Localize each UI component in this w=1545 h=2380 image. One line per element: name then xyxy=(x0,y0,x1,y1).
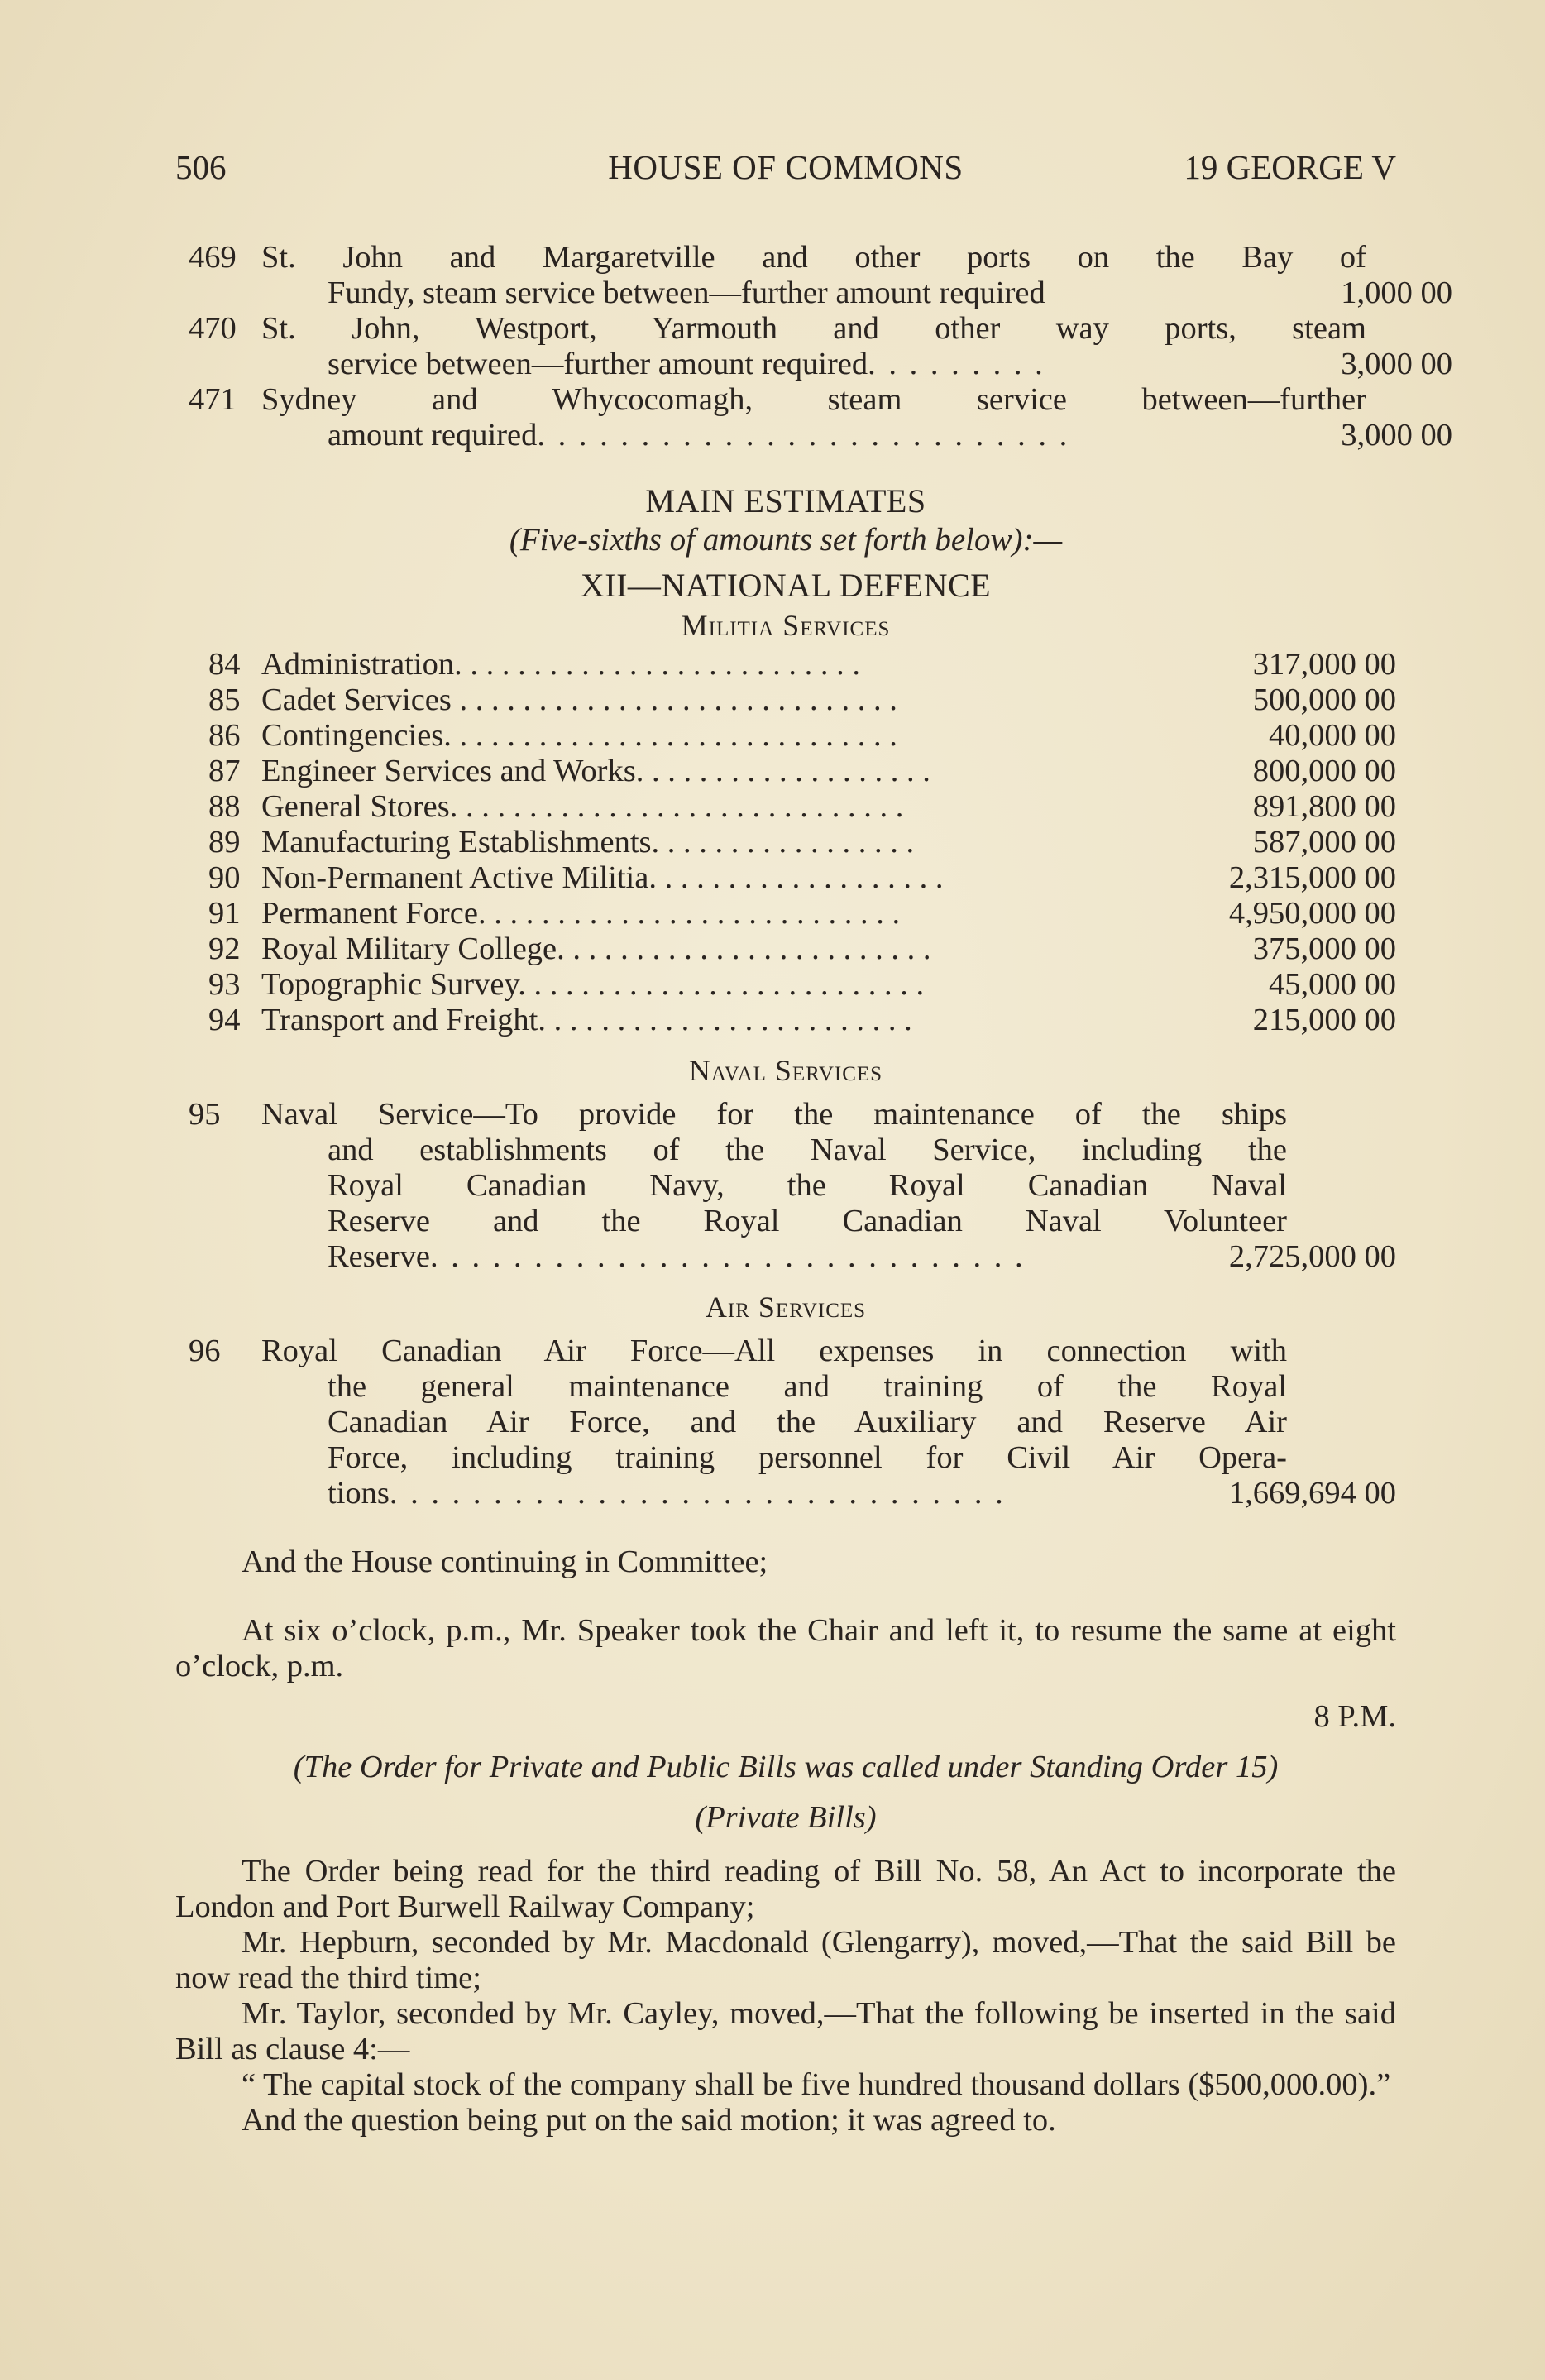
item-number: 96 xyxy=(189,1334,221,1368)
item-amount: 891,800 00 xyxy=(1252,789,1396,824)
estimate-item-95 xyxy=(175,1097,1396,1275)
item-amount: 1,000 00 xyxy=(1341,275,1452,310)
estimate-item-94: 94 Transport and Freight. . . . . . . . . . . . . . . . . . . . . . . . 215,000 00 xyxy=(208,1003,1396,1037)
estimate-item-90: 90 Non-Permanent Active Militia. . . . . . . . . . . . . . . . . . . 2,315,000 00 xyxy=(208,860,1396,895)
item-text: Force, including training personnel for Civil Air Opera- xyxy=(328,1440,1287,1475)
militia-services-heading: Militia Services xyxy=(681,609,891,642)
item-text: Naval Service—To provide for the maintenance of the ships xyxy=(261,1097,1287,1132)
main-estimates-heading: MAIN ESTIMATES xyxy=(645,482,926,520)
item-amount: 317,000 00 xyxy=(1252,647,1396,682)
item-text: Reserve. . . . . . . . . . . . . . . . . . . . . . . . . . . . . xyxy=(328,1239,1026,1274)
bill-paragraph: The Order being read for the third reading of Bill No. 58, An Act to incorporate the London and Port Burwell Railway Company; xyxy=(175,1854,1396,1924)
page-number: 506 xyxy=(175,148,227,186)
item-text: St. John, Westport, Yarmouth and other way ports, steam xyxy=(261,311,1366,346)
bill-paragraph: Mr. Hepburn, seconded by Mr. Macdonald (Glengarry), moved,—That the said Bill be now read the third time; xyxy=(175,1925,1396,1995)
item-amount: 45,000 00 xyxy=(1269,967,1396,1002)
time-stamp: 8 P.M. xyxy=(1313,1699,1396,1734)
estimate-item-91: 91 Permanent Force. . . . . . . . . . . . . . . . . . . . . . . . . . . 4,950,000 00 xyxy=(208,896,1396,931)
item-number: 469 xyxy=(189,240,237,275)
six-oclock-paragraph: At six o’clock, p.m., Mr. Speaker took the Chair and left it, to resume the same at eight o’clock, p.m. xyxy=(175,1613,1396,1683)
estimate-item-471 xyxy=(175,382,1452,453)
item-amount: 40,000 00 xyxy=(1269,718,1396,753)
estimate-item-87: 87 Engineer Services and Works. . . . . . . . . . . . . . . . . . . 800,000 00 xyxy=(208,754,1396,788)
item-text: St. John and Margaretville and other ports on the Bay of xyxy=(261,240,1366,275)
estimate-item-85: 85 Cadet Services . . . . . . . . . . . . . . . . . . . . . . . . . . . . 500,000 00 xyxy=(208,682,1396,717)
item-amount: 3,000 00 xyxy=(1341,418,1452,453)
naval-services-heading: Naval Services xyxy=(688,1054,883,1087)
estimate-item-93: 93 Topographic Survey. . . . . . . . . . . . . . . . . . . . . . . . . . 45,000 00 xyxy=(208,967,1396,1002)
militia-items-list xyxy=(175,647,1396,1038)
main-estimates-subheading: (Five-sixths of amounts set forth below):— xyxy=(509,522,1063,558)
item-amount: 1,669,694 00 xyxy=(1228,1476,1396,1511)
bill-paragraph: Mr. Taylor, seconded by Mr. Cayley, moved,—That the following be inserted in the said Bill as clause 4:— xyxy=(175,1996,1396,2066)
item-number: 95 xyxy=(189,1097,221,1132)
item-amount: 2,315,000 00 xyxy=(1228,860,1396,895)
item-text: service between—further amount required. . . . . . . . . xyxy=(328,347,1045,381)
item-amount: 4,950,000 00 xyxy=(1228,896,1396,931)
air-services-heading: Air Services xyxy=(705,1291,867,1324)
estimate-item-469 xyxy=(175,240,1452,311)
item-text: Reserve and the Royal Canadian Naval Volunteer xyxy=(328,1204,1287,1238)
estimate-item-470 xyxy=(175,311,1452,382)
item-text: Fundy, steam service between—further amount required xyxy=(328,275,1045,310)
item-amount: 215,000 00 xyxy=(1252,1003,1396,1037)
item-amount: 375,000 00 xyxy=(1252,931,1396,966)
item-text: and establishments of the Naval Service, including the xyxy=(328,1133,1287,1167)
regnal-year: 19 GEORGE V xyxy=(1184,148,1396,186)
department-heading: XII—NATIONAL DEFENCE xyxy=(580,567,992,604)
bill-paragraph: “ The capital stock of the company shall be five hundred thousand dollars ($500,000.00).” xyxy=(242,2067,1391,2102)
page-body xyxy=(175,240,1452,2138)
item-amount: 800,000 00 xyxy=(1252,754,1396,788)
item-text: Sydney and Whycocomagh, steam service between—further xyxy=(261,382,1366,417)
item-amount: 2,725,000 00 xyxy=(1228,1239,1396,1274)
item-amount: 587,000 00 xyxy=(1252,825,1396,860)
estimate-item-92: 92 Royal Military College. . . . . . . . . . . . . . . . . . . . . . . . 375,000 00 xyxy=(208,931,1396,966)
page-title: HOUSE OF COMMONS xyxy=(608,148,964,186)
estimate-item-84: 84 Administration. . . . . . . . . . . . . . . . . . . . . . . . . . 317,000 00 xyxy=(208,647,1396,682)
estimate-item-89: 89 Manufacturing Establishments. . . . . . . . . . . . . . . . . 587,000 00 xyxy=(208,825,1396,860)
item-amount: 3,000 00 xyxy=(1341,347,1452,381)
estimate-item-86: 86 Contingencies. . . . . . . . . . . . . . . . . . . . . . . . . . . . . 40,000 00 xyxy=(208,718,1396,753)
item-text: amount required. . . . . . . . . . . . . . . . . . . . . . . . . . xyxy=(328,418,1070,453)
bill-paragraph: And the question being put on the said motion; it was agreed to. xyxy=(242,2103,1056,2138)
committee-continuing: And the House continuing in Committee; xyxy=(242,1544,768,1579)
item-text: tions. . . . . . . . . . . . . . . . . . . . . . . . . . . . . . xyxy=(328,1476,1006,1511)
item-text: Royal Canadian Air Force—All expenses in connection with xyxy=(261,1334,1287,1368)
page-header xyxy=(175,147,1396,197)
item-amount: 500,000 00 xyxy=(1252,682,1396,717)
estimate-item-88: 88 General Stores. . . . . . . . . . . . . . . . . . . . . . . . . . . . . 891,800 00 xyxy=(208,789,1396,824)
item-text: Royal Canadian Navy, the Royal Canadian Naval xyxy=(328,1168,1287,1203)
private-bills-heading: (Private Bills) xyxy=(695,1800,877,1835)
estimate-item-96 xyxy=(175,1334,1396,1511)
item-text: the general maintenance and training of the Royal xyxy=(328,1369,1287,1404)
item-number: 471 xyxy=(189,382,237,417)
order-called: (The Order for Private and Public Bills was called under Standing Order 15) xyxy=(293,1750,1279,1784)
item-text: Canadian Air Force, and the Auxiliary and Reserve Air xyxy=(328,1405,1287,1439)
item-number: 470 xyxy=(189,311,237,346)
